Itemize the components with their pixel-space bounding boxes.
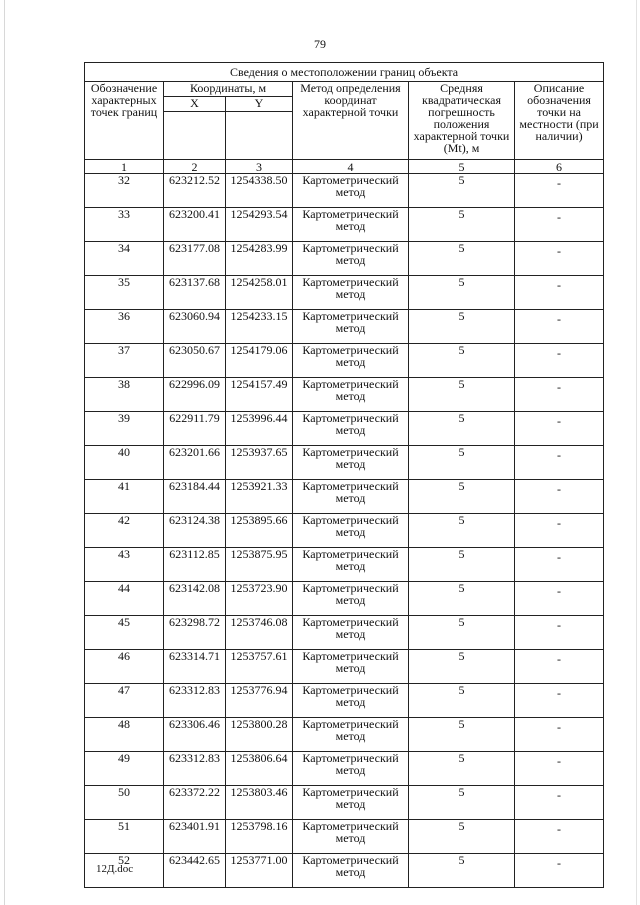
cell-description: - xyxy=(515,786,604,820)
header-point: Обозначение характерных точек границ xyxy=(85,82,164,160)
cell-error: 5 xyxy=(409,276,515,310)
cell-description: - xyxy=(515,378,604,412)
header-y: Y xyxy=(226,97,293,112)
cell-y: 1254338.50 xyxy=(226,174,293,208)
cell-description: - xyxy=(515,344,604,378)
cell-error: 5 xyxy=(409,208,515,242)
cell-point: 41 xyxy=(85,480,164,514)
table-row xyxy=(85,310,604,344)
cell-error: 5 xyxy=(409,242,515,276)
table-title: Сведения о местоположении границ объекта xyxy=(85,63,604,82)
header-x-spacer xyxy=(164,112,226,160)
table-row xyxy=(85,412,604,446)
cell-point: 42 xyxy=(85,514,164,548)
cell-error: 5 xyxy=(409,514,515,548)
cell-description: - xyxy=(515,684,604,718)
cell-x: 623212.52 xyxy=(164,174,226,208)
cell-description: - xyxy=(515,718,604,752)
cell-error: 5 xyxy=(409,412,515,446)
cell-point: 46 xyxy=(85,650,164,684)
cell-description: - xyxy=(515,582,604,616)
cell-y: 1254293.54 xyxy=(226,208,293,242)
cell-x: 623060.94 xyxy=(164,310,226,344)
cell-point: 38 xyxy=(85,378,164,412)
cell-point: 49 xyxy=(85,752,164,786)
boundary-coordinates-table xyxy=(84,62,604,888)
column-number-1: 1 xyxy=(85,160,164,174)
cell-method: Картометрический метод xyxy=(293,582,409,616)
cell-error: 5 xyxy=(409,446,515,480)
cell-description: - xyxy=(515,548,604,582)
cell-error: 5 xyxy=(409,752,515,786)
cell-y: 1253798.16 xyxy=(226,820,293,854)
cell-description: - xyxy=(515,208,604,242)
cell-error: 5 xyxy=(409,480,515,514)
column-number-row xyxy=(85,160,604,174)
cell-point: 40 xyxy=(85,446,164,480)
cell-y: 1253757.61 xyxy=(226,650,293,684)
cell-method: Картометрический метод xyxy=(293,242,409,276)
cell-y: 1253800.28 xyxy=(226,718,293,752)
table-row xyxy=(85,242,604,276)
cell-y: 1253895.66 xyxy=(226,514,293,548)
cell-point: 39 xyxy=(85,412,164,446)
table-row xyxy=(85,480,604,514)
cell-method: Картометрический метод xyxy=(293,208,409,242)
cell-point: 44 xyxy=(85,582,164,616)
cell-method: Картометрический метод xyxy=(293,854,409,888)
cell-error: 5 xyxy=(409,854,515,888)
table-row xyxy=(85,752,604,786)
cell-x: 623442.65 xyxy=(164,854,226,888)
cell-error: 5 xyxy=(409,344,515,378)
table-row xyxy=(85,820,604,854)
table-row xyxy=(85,378,604,412)
cell-method: Картометрический метод xyxy=(293,786,409,820)
table-row xyxy=(85,616,604,650)
header-y-spacer xyxy=(226,112,293,160)
cell-description: - xyxy=(515,820,604,854)
cell-method: Картометрический метод xyxy=(293,480,409,514)
cell-y: 1254233.15 xyxy=(226,310,293,344)
cell-method: Картометрический метод xyxy=(293,378,409,412)
cell-point: 34 xyxy=(85,242,164,276)
cell-error: 5 xyxy=(409,820,515,854)
column-number-3: 3 xyxy=(226,160,293,174)
cell-description: - xyxy=(515,242,604,276)
table-row xyxy=(85,174,604,208)
cell-description: - xyxy=(515,650,604,684)
cell-error: 5 xyxy=(409,548,515,582)
cell-description: - xyxy=(515,276,604,310)
cell-method: Картометрический метод xyxy=(293,344,409,378)
cell-point: 52 xyxy=(85,854,164,888)
table-row xyxy=(85,684,604,718)
table-row xyxy=(85,548,604,582)
column-number-5: 5 xyxy=(409,160,515,174)
cell-point: 47 xyxy=(85,684,164,718)
cell-method: Картометрический метод xyxy=(293,412,409,446)
cell-point: 32 xyxy=(85,174,164,208)
cell-point: 35 xyxy=(85,276,164,310)
cell-y: 1254258.01 xyxy=(226,276,293,310)
cell-x: 623050.67 xyxy=(164,344,226,378)
cell-error: 5 xyxy=(409,786,515,820)
table-row xyxy=(85,446,604,480)
cell-x: 623112.85 xyxy=(164,548,226,582)
cell-x: 623372.22 xyxy=(164,786,226,820)
cell-method: Картометрический метод xyxy=(293,276,409,310)
cell-description: - xyxy=(515,752,604,786)
cell-x: 623137.68 xyxy=(164,276,226,310)
header-x: X xyxy=(164,97,226,112)
cell-method: Картометрический метод xyxy=(293,684,409,718)
cell-method: Картометрический метод xyxy=(293,718,409,752)
cell-method: Картометрический метод xyxy=(293,820,409,854)
cell-y: 1253806.64 xyxy=(226,752,293,786)
table-row xyxy=(85,276,604,310)
cell-description: - xyxy=(515,446,604,480)
table-row xyxy=(85,582,604,616)
cell-point: 45 xyxy=(85,616,164,650)
cell-y: 1253996.44 xyxy=(226,412,293,446)
cell-point: 48 xyxy=(85,718,164,752)
cell-y: 1254283.99 xyxy=(226,242,293,276)
header-error: Средняя квадратическая погрешность положения характерной точки (Mt), м xyxy=(409,82,515,160)
cell-error: 5 xyxy=(409,582,515,616)
cell-x: 623312.83 xyxy=(164,752,226,786)
cell-point: 33 xyxy=(85,208,164,242)
table-row xyxy=(85,718,604,752)
cell-point: 37 xyxy=(85,344,164,378)
cell-y: 1253937.65 xyxy=(226,446,293,480)
cell-x: 623201.66 xyxy=(164,446,226,480)
cell-x: 623177.08 xyxy=(164,242,226,276)
header-description: Описание обозначения точки на местности (при наличии) xyxy=(515,82,604,160)
scan-edge-left xyxy=(4,0,5,905)
cell-point: 43 xyxy=(85,548,164,582)
table-row xyxy=(85,854,604,888)
cell-x: 623314.71 xyxy=(164,650,226,684)
cell-error: 5 xyxy=(409,650,515,684)
cell-method: Картометрический метод xyxy=(293,310,409,344)
cell-x: 623312.83 xyxy=(164,684,226,718)
cell-method: Картометрический метод xyxy=(293,650,409,684)
cell-description: - xyxy=(515,480,604,514)
table-row xyxy=(85,514,604,548)
cell-x: 623306.46 xyxy=(164,718,226,752)
cell-method: Картометрический метод xyxy=(293,752,409,786)
table-row xyxy=(85,344,604,378)
cell-point: 50 xyxy=(85,786,164,820)
cell-y: 1253921.33 xyxy=(226,480,293,514)
cell-point: 36 xyxy=(85,310,164,344)
cell-description: - xyxy=(515,310,604,344)
cell-method: Картометрический метод xyxy=(293,616,409,650)
cell-x: 623298.72 xyxy=(164,616,226,650)
cell-error: 5 xyxy=(409,310,515,344)
cell-y: 1253803.46 xyxy=(226,786,293,820)
cell-y: 1254179.06 xyxy=(226,344,293,378)
cell-y: 1253875.95 xyxy=(226,548,293,582)
column-number-2: 2 xyxy=(164,160,226,174)
table-row xyxy=(85,650,604,684)
cell-description: - xyxy=(515,854,604,888)
cell-y: 1253746.08 xyxy=(226,616,293,650)
cell-method: Картометрический метод xyxy=(293,548,409,582)
cell-error: 5 xyxy=(409,378,515,412)
cell-y: 1254157.49 xyxy=(226,378,293,412)
cell-x: 623200.41 xyxy=(164,208,226,242)
cell-y: 1253771.00 xyxy=(226,854,293,888)
column-number-6: 6 xyxy=(515,160,604,174)
column-number-4: 4 xyxy=(293,160,409,174)
cell-error: 5 xyxy=(409,718,515,752)
page-number: 79 xyxy=(314,37,326,51)
cell-error: 5 xyxy=(409,174,515,208)
cell-description: - xyxy=(515,174,604,208)
cell-x: 623142.08 xyxy=(164,582,226,616)
cell-x: 623124.38 xyxy=(164,514,226,548)
cell-x: 622911.79 xyxy=(164,412,226,446)
cell-method: Картометрический метод xyxy=(293,514,409,548)
cell-x: 623401.91 xyxy=(164,820,226,854)
header-coordinates: Координаты, м xyxy=(164,82,293,97)
table-body xyxy=(85,174,604,888)
scan-edge-right xyxy=(636,0,637,905)
header-method: Метод определения координат характерной точки xyxy=(293,82,409,160)
table-row xyxy=(85,786,604,820)
cell-x: 622996.09 xyxy=(164,378,226,412)
cell-error: 5 xyxy=(409,616,515,650)
table-row xyxy=(85,208,604,242)
cell-description: - xyxy=(515,412,604,446)
cell-description: - xyxy=(515,616,604,650)
cell-y: 1253723.90 xyxy=(226,582,293,616)
cell-method: Картометрический метод xyxy=(293,446,409,480)
cell-error: 5 xyxy=(409,684,515,718)
cell-method: Картометрический метод xyxy=(293,174,409,208)
cell-point: 51 xyxy=(85,820,164,854)
cell-y: 1253776.94 xyxy=(226,684,293,718)
cell-x: 623184.44 xyxy=(164,480,226,514)
file-name-footer: 12Д.doc xyxy=(96,863,134,875)
cell-description: - xyxy=(515,514,604,548)
